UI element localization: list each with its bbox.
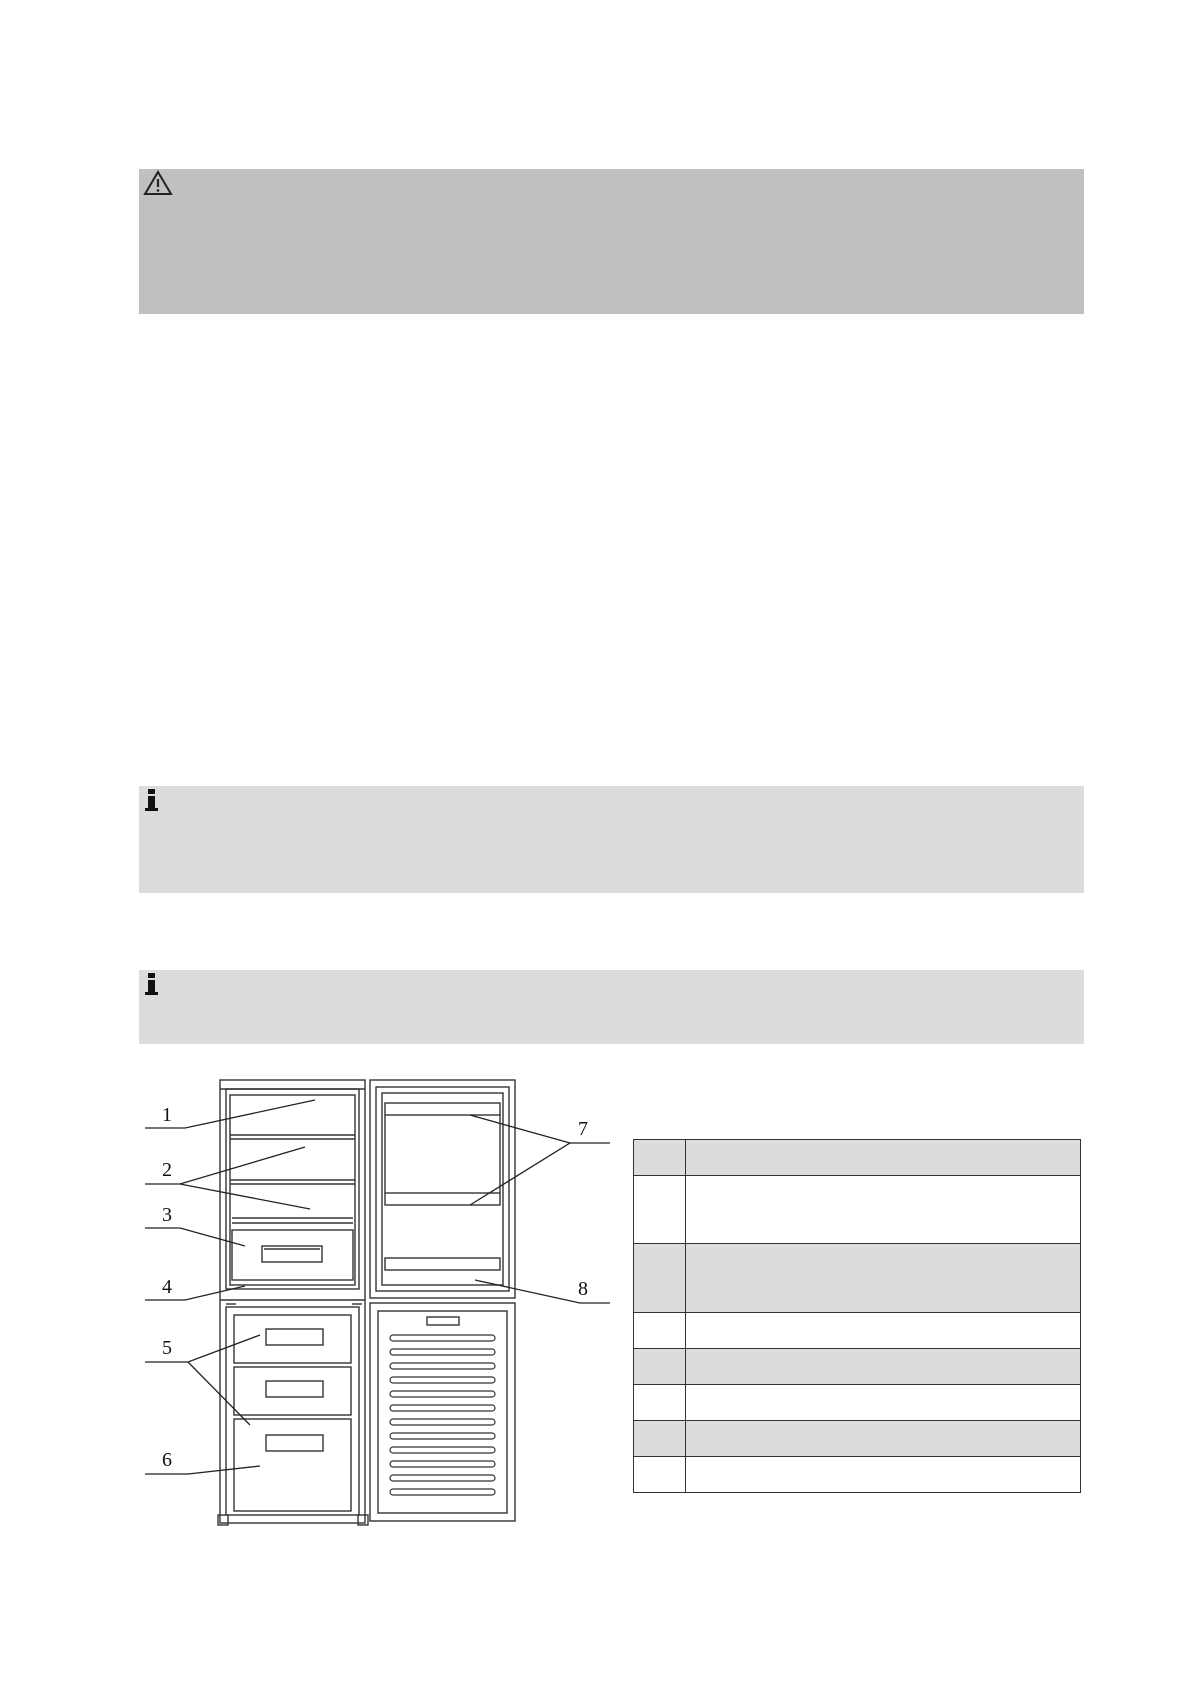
table-cell-desc <box>686 1140 1081 1176</box>
info-box-1 <box>139 786 1084 893</box>
callout-5: 5 <box>162 1337 172 1359</box>
table-cell-desc <box>686 1349 1081 1385</box>
callout-4: 4 <box>162 1276 172 1298</box>
table-cell-num <box>634 1385 686 1421</box>
table-row <box>634 1385 1081 1421</box>
table-cell-desc <box>686 1457 1081 1493</box>
info-icon <box>143 786 163 819</box>
table-cell-desc <box>686 1421 1081 1457</box>
warning-triangle-icon <box>143 169 173 202</box>
callout-7: 7 <box>578 1118 588 1140</box>
table-cell-num <box>634 1176 686 1244</box>
table-cell-num <box>634 1421 686 1457</box>
warning-box <box>139 169 1084 314</box>
table-cell-num <box>634 1244 686 1313</box>
callout-8: 8 <box>578 1278 588 1300</box>
info-box-2 <box>139 970 1084 1044</box>
table-row <box>634 1176 1081 1244</box>
table-row <box>634 1457 1081 1493</box>
callout-2: 2 <box>162 1159 172 1181</box>
table-cell-num <box>634 1457 686 1493</box>
table-row <box>634 1421 1081 1457</box>
table-cell-desc <box>686 1244 1081 1313</box>
callout-6: 6 <box>162 1449 172 1471</box>
table-cell-desc <box>686 1385 1081 1421</box>
table-cell-num <box>634 1313 686 1349</box>
parts-table <box>633 1139 1081 1493</box>
callout-1: 1 <box>162 1104 172 1126</box>
table-row <box>634 1140 1081 1176</box>
table-row <box>634 1349 1081 1385</box>
table-cell-num <box>634 1349 686 1385</box>
table-row <box>634 1313 1081 1349</box>
callout-3: 3 <box>162 1204 172 1226</box>
info-icon <box>143 970 163 1003</box>
table-row <box>634 1244 1081 1313</box>
table-cell-desc <box>686 1313 1081 1349</box>
table-cell-num <box>634 1140 686 1176</box>
refrigerator-diagram <box>140 1075 620 1545</box>
table-cell-desc <box>686 1176 1081 1244</box>
